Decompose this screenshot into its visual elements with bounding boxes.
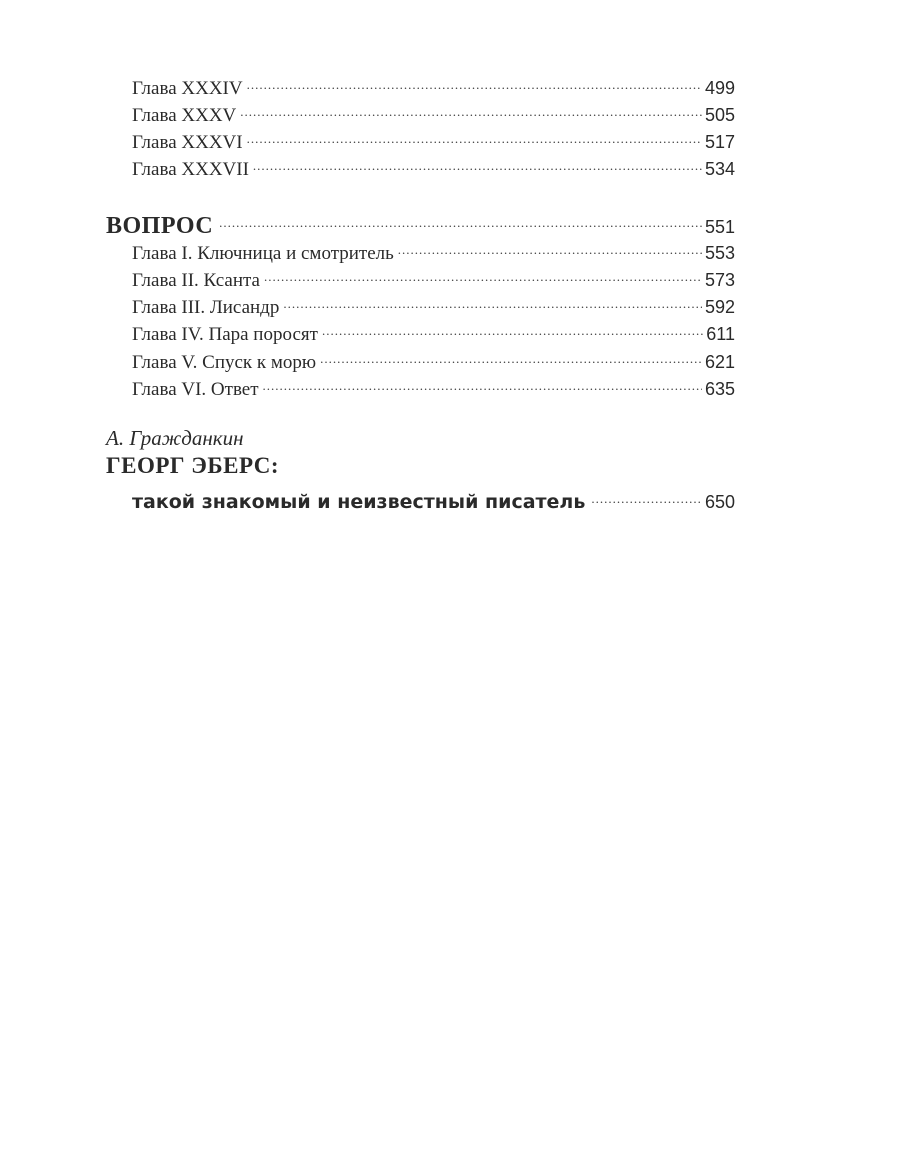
toc-entry-title: Глава VI. Ответ	[132, 379, 259, 400]
afterword-entry[interactable]	[132, 480, 735, 513]
dot-leader	[320, 341, 702, 368]
toc-entry-title: Глава I. Ключница и смотритель	[132, 243, 394, 264]
section-title: ВОПРОС	[106, 213, 214, 239]
toc-entry-title: Глава XXXIV	[132, 78, 243, 99]
toc-entry[interactable]	[132, 313, 735, 345]
toc-entry-page: 505	[704, 105, 735, 125]
toc-entry-page: 635	[704, 379, 735, 399]
dot-leader	[247, 121, 702, 148]
toc-entry-page: 573	[704, 270, 735, 290]
toc-entry-title: Глава IV. Пара поросят	[132, 324, 318, 345]
toc-entry-title: Глава XXXVII	[132, 159, 249, 180]
toc-entry[interactable]	[132, 341, 735, 373]
toc-entry-title: Глава II. Ксанта	[132, 270, 260, 291]
toc-entry[interactable]	[132, 121, 735, 153]
toc-entry-title: Глава XXXV	[132, 105, 237, 126]
dot-leader	[219, 203, 702, 233]
toc-entry[interactable]	[132, 94, 735, 126]
toc-entry[interactable]	[132, 148, 735, 180]
dot-leader	[398, 232, 702, 259]
dot-leader	[322, 313, 703, 340]
dot-leader	[283, 286, 702, 313]
toc-entry-page: 621	[704, 352, 735, 372]
toc-entry-page: 592	[704, 297, 735, 317]
toc-entry[interactable]	[132, 67, 735, 99]
toc-section-heading[interactable]	[106, 203, 735, 239]
toc-entry-page: 611	[706, 324, 735, 344]
section-page: 551	[704, 217, 735, 237]
toc-entry-page: 553	[704, 243, 735, 263]
toc-entry-title: Глава V. Спуск к морю	[132, 352, 317, 373]
toc-entry[interactable]	[132, 232, 735, 264]
toc-entry-title: Глава III. Лисандр	[132, 297, 280, 318]
toc-entry-page: 517	[704, 132, 735, 152]
afterword-title: ГЕОРГ ЭБЕРС:	[106, 453, 280, 478]
afterword-subtitle: такой знакомый и неизвестный писатель	[132, 491, 586, 513]
afterword-author: А. Гражданкин	[106, 426, 244, 450]
toc-entry-page: 499	[704, 78, 735, 98]
toc-entry[interactable]	[132, 368, 735, 400]
dot-leader	[263, 368, 702, 395]
toc-entry-title: Глава XXXVI	[132, 132, 243, 153]
dot-leader	[240, 94, 702, 121]
dot-leader	[591, 480, 702, 508]
toc-entry[interactable]	[132, 259, 735, 291]
dot-leader	[264, 259, 702, 286]
toc-entry[interactable]	[132, 286, 735, 318]
dot-leader	[247, 67, 702, 94]
toc-entry-page: 534	[704, 159, 735, 179]
afterword-page: 650	[704, 492, 735, 512]
dot-leader	[253, 148, 702, 175]
